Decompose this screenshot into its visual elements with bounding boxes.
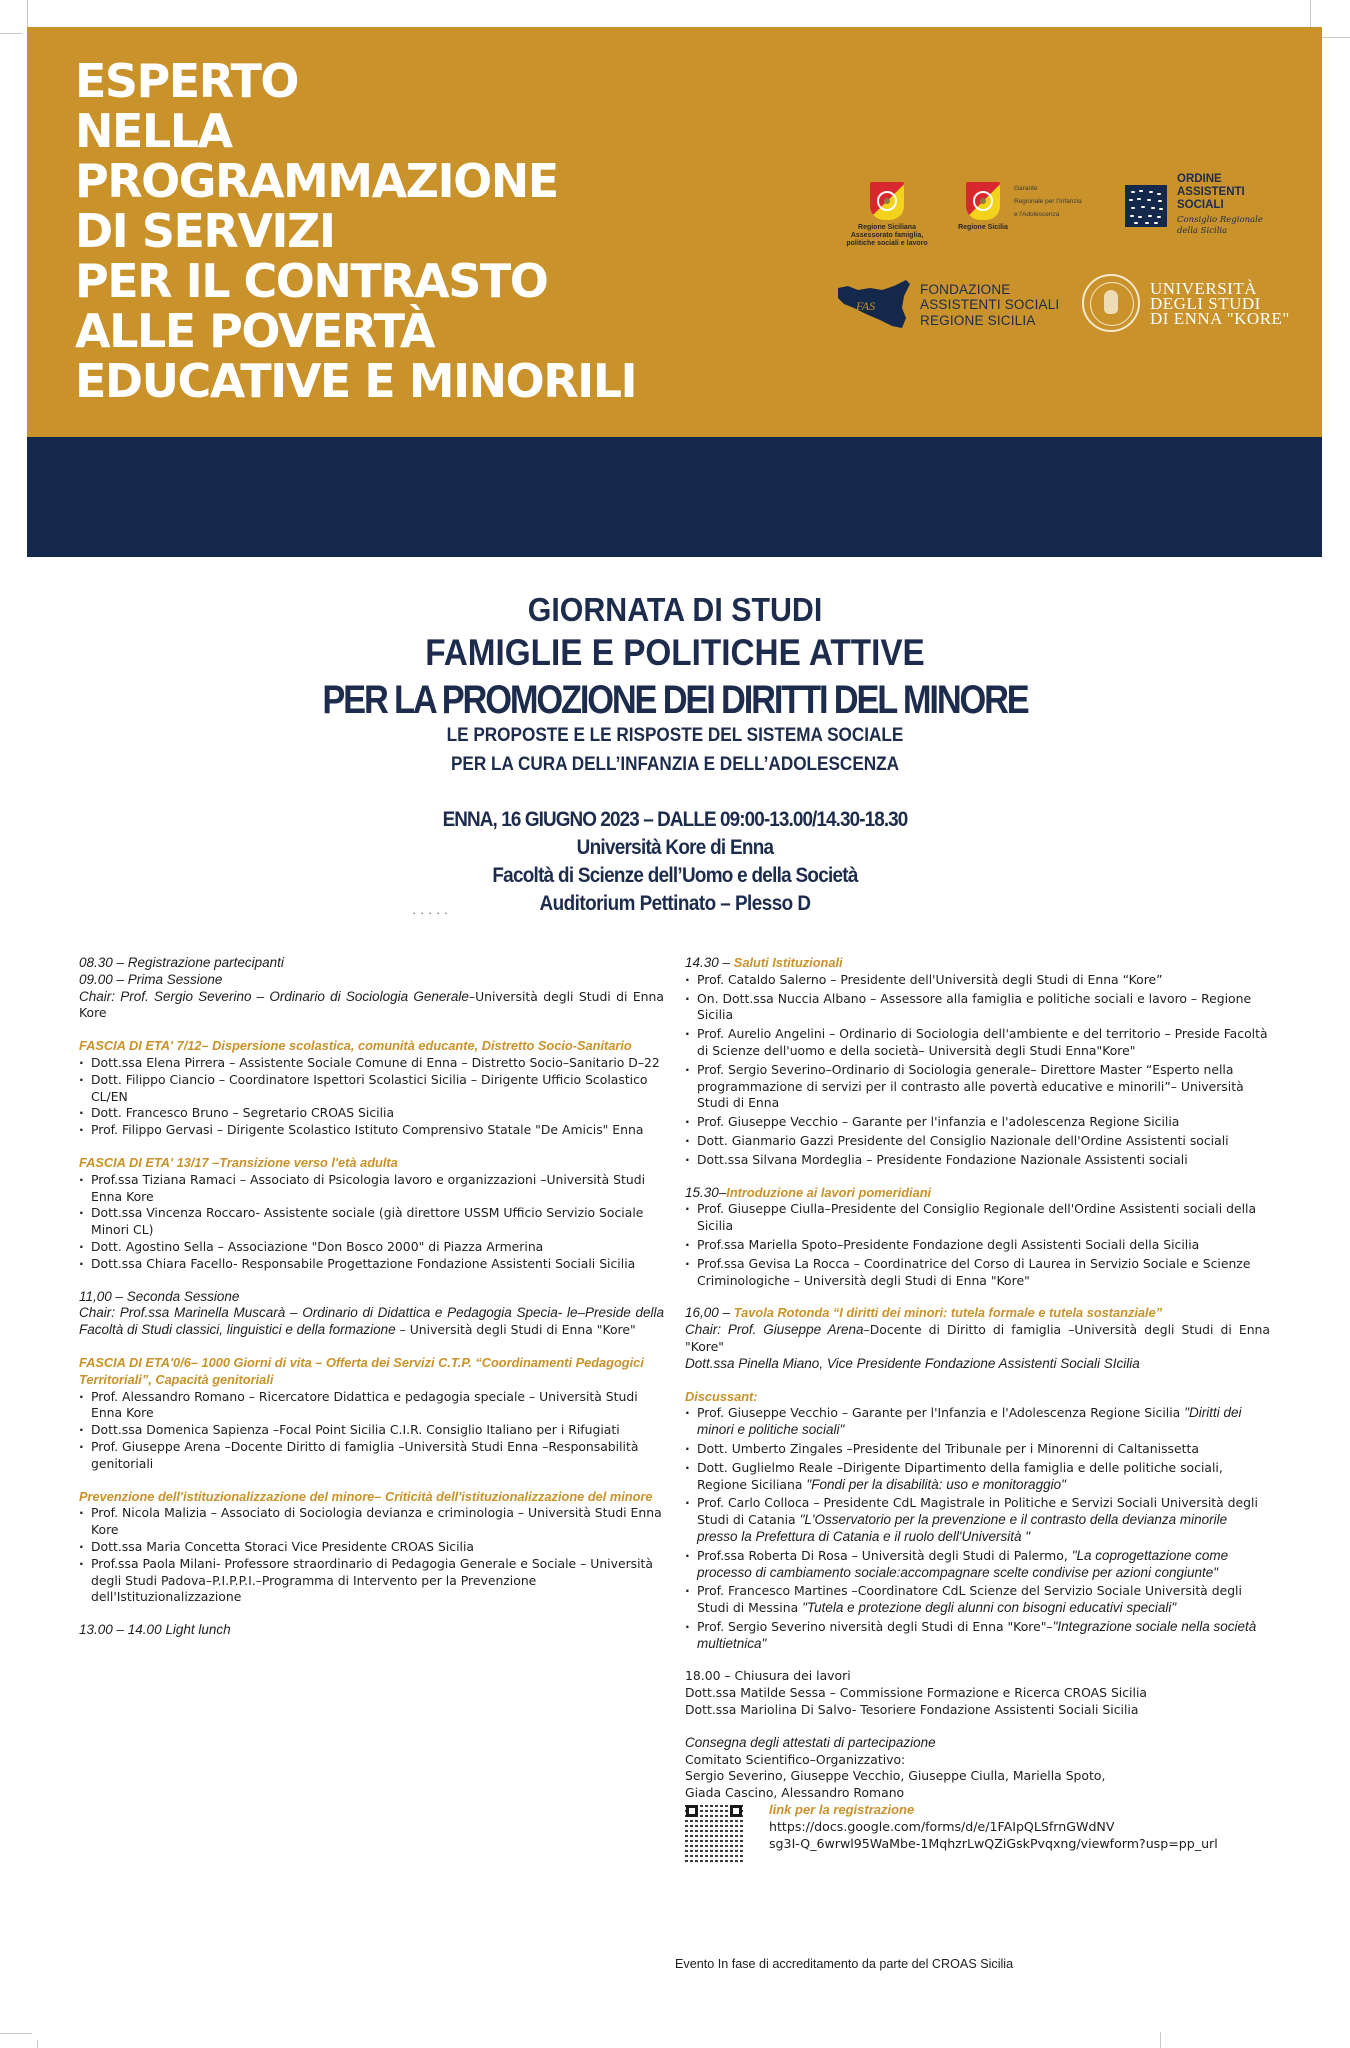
speaker-item: · Prof.ssa Paola Milani- Professore straordinario di Pedagogia Generale e Sociale – Università degli Studi Padova–P.I.P.P.I.–Programma di Intervento per la Prevenzione dell'Istituzionalizzazione bbox=[79, 1556, 664, 1606]
session-1 bbox=[79, 972, 664, 1022]
event-date: ENNA, 16 GIUGNO 2023 – DALLE 09:00-13.00/14.30-18.30 bbox=[442, 808, 908, 831]
committee-names: Giada Cascino, Alessandro Romano bbox=[685, 1785, 905, 1801]
universita-text: UNIVERSITÀ bbox=[1150, 278, 1257, 298]
universita-text: DI ENNA "KORE" bbox=[1150, 308, 1290, 328]
speaker-item: · Dott.ssa Elena Pirrera – Assistente Sociale Comune di Enna – Distretto Socio–Sanitario D–22 bbox=[79, 1055, 664, 1072]
sicily-trinacria-shield-icon bbox=[966, 182, 1000, 220]
registration-url[interactable]: sg3I-Q_6wrwl95WaMbe-1MqhzrLwQZiGskPvqxng/viewform?usp=pp_url bbox=[769, 1835, 1218, 1851]
lunch-slot: 13.00 – 14.00 Light lunch bbox=[79, 1622, 231, 1638]
speaker-item: · Dott. Agostino Sella – Associazione "Don Bosco 2000" di Piazza Armerina bbox=[79, 1239, 664, 1256]
section-heading: 15.30–Introduzione ai lavori pomeridiani bbox=[685, 1184, 932, 1200]
crop-mark bbox=[1310, 0, 1311, 27]
speaker-item: · Dott.ssa Maria Concetta Storaci Vice Presidente CROAS Sicilia bbox=[79, 1539, 664, 1556]
discussant-item: · Prof.ssa Roberta Di Rosa – Università degli Studi di Palermo, "La coprogettazione come processo di cambiamento sociale:accompagnare scelte condivise per azioni congiunte" bbox=[685, 1548, 1270, 1582]
logo-caption: Regione Sicilia bbox=[958, 224, 1008, 231]
session-time: 09.00 – Prima Sessione bbox=[79, 971, 223, 987]
committee-label: Comitato Scientifico–Organizzativo: bbox=[685, 1751, 906, 1767]
speaker-item: · Prof.ssa Mariella Spoto–Presidente Fondazione degli Assistenti Sociali della Sicilia bbox=[685, 1237, 1270, 1254]
age-group-title: FASCIA DI ETA'0/6– 1000 Giorni di vita – Offerta dei Servizi C.T.P. “Coordinamenti Pedagogici Territoriali”, Capacità genitoriali bbox=[79, 1354, 644, 1387]
university-seal-icon bbox=[1082, 274, 1140, 332]
discussant-item: · Dott. Umberto Zingales –Presidente del Tribunale per i Minorenni di Caltanissetta bbox=[685, 1441, 1270, 1458]
qr-code-icon[interactable] bbox=[685, 1804, 743, 1862]
event-venue: Auditorium Pettinato – Plesso D bbox=[539, 892, 811, 915]
logo-side-text: Garante bbox=[1014, 185, 1038, 192]
speaker-item: · Prof. Giuseppe Ciulla–Presidente del Consiglio Regionale dell'Ordine Assistenti sociali della Sicilia bbox=[685, 1201, 1270, 1235]
master-title-line: ESPERTO bbox=[75, 54, 299, 108]
discussant-item: · Prof. Carlo Colloca – Presidente CdL Magistrale in Politiche e Servizi Sociali Università degli Studi di Catania "L'Osservatorio per la prevenzione e il contrasto della devianza minorile presso la Prefettura di Catania e il ruolo dell'Università " bbox=[685, 1495, 1270, 1545]
event-title: FAMIGLIE E POLITICHE ATTIVE bbox=[425, 632, 925, 673]
logo-side-text: e l'Adolescenza bbox=[1014, 211, 1060, 218]
fondazione-text: FONDAZIONE bbox=[920, 281, 1011, 297]
speaker-item: · Dott. Gianmario Gazzi Presidente del Consiglio Nazionale dell'Ordine Assistenti sociali bbox=[685, 1133, 1270, 1150]
sicily-map-icon bbox=[836, 278, 912, 332]
registration-url[interactable]: https://docs.google.com/forms/d/e/1FAIpQLSfrnGWdNV bbox=[769, 1818, 1115, 1834]
discussant-item: · Prof. Sergio Severino niversità degli Studi di Enna "Kore"–"Integrazione sociale nella società multietnica" bbox=[685, 1619, 1270, 1653]
closing-speaker: Dott.ssa Mariolina Di Salvo- Tesoriere Fondazione Assistenti Sociali Sicilia bbox=[685, 1702, 1139, 1718]
logo-caption: Assessorato famiglia, bbox=[850, 232, 924, 239]
discussant-item: · Dott. Guglielmo Reale –Dirigente Dipartimento della famiglia e delle politiche sociali, Regione Siciliana "Fondi per la disabilità: uso e monitoraggio" bbox=[685, 1460, 1270, 1494]
speaker-item: · Dott.ssa Domenica Sapienza –Focal Point Sicilia C.I.R. Consiglio Italiano per i Rifugiati bbox=[79, 1422, 664, 1439]
discussant-section bbox=[685, 1389, 1270, 1653]
session-chair: Chair: Prof. Sergio Severino – Ordinario di Sociologia Generale–Università degli Studi di Enna Kore bbox=[79, 988, 664, 1021]
ordine-subtitle: Consiglio Regionale bbox=[1177, 215, 1263, 225]
prevention-group bbox=[79, 1489, 664, 1607]
discussant-item: · Prof. Giuseppe Vecchio – Garante per l'Infanzia e l'Adolescenza Regione Sicilia "Diritti dei minori e politiche sociali" bbox=[685, 1405, 1270, 1439]
ordine-title: ORDINE bbox=[1177, 173, 1222, 185]
age-group-title: FASCIA DI ETA' 7/12– Dispersione scolastica, comunità educante, Distretto Socio-Sanitario bbox=[79, 1038, 632, 1054]
navy-faint-text: · · · · · bbox=[412, 905, 449, 920]
section-heading: 14.30 – Saluti Istituzionali bbox=[685, 955, 843, 970]
discussant-title: Discussant: bbox=[685, 1388, 758, 1404]
age-group bbox=[79, 1155, 664, 1273]
closing-time: 18.00 – Chiusura dei lavori bbox=[685, 1668, 851, 1684]
event-subtitle: PER LA CURA DELL’INFANZIA E DELL’ADOLESCENZA bbox=[450, 753, 900, 775]
registration-link-label[interactable]: link per la registrazione bbox=[769, 1802, 915, 1818]
speaker-item: · Prof. Alessandro Romano – Ricercatore Didattica e pedagogia speciale – Università Studi Enna Kore bbox=[79, 1389, 664, 1423]
crop-mark bbox=[37, 2040, 38, 2048]
crop-mark bbox=[0, 33, 22, 34]
master-title-line: NELLA bbox=[75, 104, 232, 158]
event-venue: Università Kore di Enna bbox=[576, 836, 774, 859]
committee-names: Sergio Severino, Giuseppe Vecchio, Giuseppe Ciulla, Mariella Spoto, bbox=[685, 1768, 1106, 1784]
registration-slot: 08.30 – Registrazione partecipanti bbox=[79, 955, 284, 970]
speaker-item: · Prof.ssa Gevisa La Rocca – Coordinatrice del Corso di Laurea in Servizio Sociale e Scienze Criminologiche – Università degli Studi di Enna "Kore" bbox=[685, 1256, 1270, 1290]
saluti-section bbox=[685, 955, 1270, 1169]
master-title bbox=[75, 56, 636, 406]
speaker-item: · Dott. Filippo Ciancio – Coordinatore Ispettori Scolastici Sicilia – Dirigente Ufficio Scolastico CL/EN bbox=[79, 1072, 664, 1106]
section-heading: 16,00 – Tavola Rotonda “I diritti dei minori: tutela formale e tutela sostanziale” bbox=[685, 1305, 1163, 1321]
closing-section bbox=[685, 1668, 1270, 1718]
ordine-assistenti-sociali-icon bbox=[1125, 185, 1167, 227]
crop-mark bbox=[1160, 2032, 1161, 2048]
registration-block bbox=[685, 1802, 1270, 1864]
event-subtitle: LE PROPOSTE E LE RISPOSTE DEL SISTEMA SOCIALE bbox=[446, 724, 904, 746]
logo-universita-kore bbox=[1082, 274, 1290, 332]
ordine-title: ASSISTENTI bbox=[1177, 186, 1245, 198]
session-chair: Chair: Prof.ssa Marinella Muscarà – Ordinario di Didattica e Pedagogia Specia- le–Preside della Facoltà di Studi classici, linguistici e della formazione – Università degli Studi di Enna "Kore" bbox=[79, 1305, 664, 1338]
discussant-item: · Prof. Francesco Martines –Coordinatore CdL Scienze del Servizio Sociale Università degli Studi di Messina "Tutela e protezione degli alunni con bisogni educativi speciali" bbox=[685, 1583, 1270, 1617]
speaker-item: · On. Dott.ssa Nuccia Albano – Assessore alla famiglia e politiche sociali e lavoro – Regione Sicilia bbox=[685, 991, 1270, 1025]
crop-mark bbox=[27, 0, 28, 27]
logo-ordine-assistenti-sociali bbox=[1125, 173, 1263, 237]
age-group bbox=[79, 1355, 664, 1473]
speaker-item: · Prof. Giuseppe Arena –Docente Diritto di famiglia –Università Studi Enna –Responsabilità genitoriali bbox=[79, 1439, 664, 1473]
closing-speaker: Dott.ssa Matilde Sessa – Commissione Formazione e Ricerca CROAS Sicilia bbox=[685, 1685, 1147, 1701]
logo-garante bbox=[958, 182, 1098, 232]
age-group bbox=[79, 1038, 664, 1139]
logo-caption: politiche sociali e lavoro bbox=[846, 240, 928, 247]
event-title: GIORNATA DI STUDI bbox=[527, 591, 823, 628]
logo-side-text: Regionale per l'Infanzia bbox=[1014, 198, 1082, 205]
speaker-item: · Prof. Sergio Severino–Ordinario di Sociologia generale– Direttore Master “Esperto nella programmazione di servizi per il contrasto alle povertà educative e minorili”– Università Studi di Enna bbox=[685, 1062, 1270, 1112]
master-title-line: DI SERVIZI bbox=[75, 204, 335, 258]
age-group-title: FASCIA DI ETA' 13/17 –Transizione verso l'età adulta bbox=[79, 1154, 398, 1170]
fondazione-text: ASSISTENTI SOCIALI bbox=[920, 297, 1060, 313]
master-title-line: ALLE POVERTÀ bbox=[75, 304, 435, 358]
speaker-item: · Prof. Aurelio Angelini – Ordinario di Sociologia dell'ambiente e del territorio – Preside Facoltà di Scienze dell'uomo e della società– Università degli Studi Enna"Kore" bbox=[685, 1026, 1270, 1060]
tavola-moderator: Dott.ssa Pinella Miano, Vice Presidente Fondazione Assistenti Sociali SIcilia bbox=[685, 1355, 1140, 1371]
speaker-item: · Prof. Nicola Malizia – Associato di Sociologia devianza e criminologia – Università Studi Enna Kore bbox=[79, 1505, 664, 1539]
logo-caption: Regione Siciliana bbox=[858, 224, 916, 231]
attestati-note: Consegna degli attestati di partecipazione bbox=[685, 1734, 936, 1750]
logo-fondazione-assistenti-sociali bbox=[836, 278, 1059, 332]
universita-text: DEGLI STUDI bbox=[1150, 293, 1261, 313]
event-title: PER LA PROMOZIONE DEI DIRITTI DEL MINORE bbox=[322, 678, 1028, 722]
master-title-line: EDUCATIVE E MINORILI bbox=[75, 354, 637, 408]
ordine-subtitle: della Sicilia bbox=[1177, 226, 1228, 236]
speaker-item: · Dott.ssa Vincenza Roccaro- Assistente sociale (già direttore USSM Ufficio Servizio Sociale Minori CL) bbox=[79, 1205, 664, 1239]
crop-mark bbox=[1320, 37, 1350, 38]
speaker-item: · Dott. Francesco Bruno – Segretario CROAS Sicilia bbox=[79, 1105, 664, 1122]
speaker-item: · Prof. Cataldo Salerno – Presidente dell'Università degli Studi di Enna “Kore” bbox=[685, 972, 1270, 989]
crop-mark bbox=[0, 2033, 32, 2034]
logo-regione-siciliana bbox=[842, 182, 932, 248]
speaker-item: · Prof.ssa Tiziana Ramaci – Associato di Psicologia lavoro e organizzazioni –Università Studi Enna Kore bbox=[79, 1172, 664, 1206]
ordine-title: SOCIALI bbox=[1177, 199, 1224, 211]
intro-section bbox=[685, 1185, 1270, 1290]
committee-section bbox=[685, 1752, 1270, 1802]
master-title-line: PER IL CONTRASTO bbox=[75, 254, 548, 308]
master-title-line: PROGRAMMAZIONE bbox=[75, 154, 558, 208]
speaker-item: · Dott.ssa Silvana Mordeglia – Presidente Fondazione Nazionale Assistenti sociali bbox=[685, 1152, 1270, 1169]
fondazione-text: REGIONE SICILIA bbox=[920, 312, 1036, 328]
session-time: 11,00 – Seconda Sessione bbox=[79, 1288, 240, 1304]
sicily-trinacria-shield-icon bbox=[870, 182, 904, 220]
program-left-column bbox=[79, 955, 664, 1639]
accreditation-note: Evento In fase di accreditamento da parte del CROAS Sicilia bbox=[675, 1957, 1014, 1971]
speaker-item: · Prof. Filippo Gervasi – Dirigente Scolastico Istituto Comprensivo Statale "De Amicis" Enna bbox=[79, 1122, 664, 1139]
session-2 bbox=[79, 1289, 664, 1339]
age-group-title: Prevenzione dell'istituzionalizzazione del minore– Criticità dell'istituzionalizzazione del minore bbox=[79, 1488, 653, 1504]
program-right-column bbox=[685, 955, 1270, 1864]
tavola-chair: Chair: Prof. Giuseppe Arena–Docente di Diritto di famiglia –Università degli Studi di Enna "Kore" bbox=[685, 1322, 1271, 1354]
speaker-item: · Prof. Giuseppe Vecchio – Garante per l'infanzia e l'adolescenza Regione Sicilia bbox=[685, 1114, 1270, 1131]
event-venue: Facoltà di Scienze dell’Uomo e della Società bbox=[492, 864, 858, 887]
svg-text:FAS: FAS bbox=[856, 299, 876, 313]
tavola-rotonda-section bbox=[685, 1305, 1270, 1372]
speaker-item: · Dott.ssa Chiara Facello- Responsabile Progettazione Fondazione Assistenti Sociali Sicilia bbox=[79, 1256, 664, 1273]
